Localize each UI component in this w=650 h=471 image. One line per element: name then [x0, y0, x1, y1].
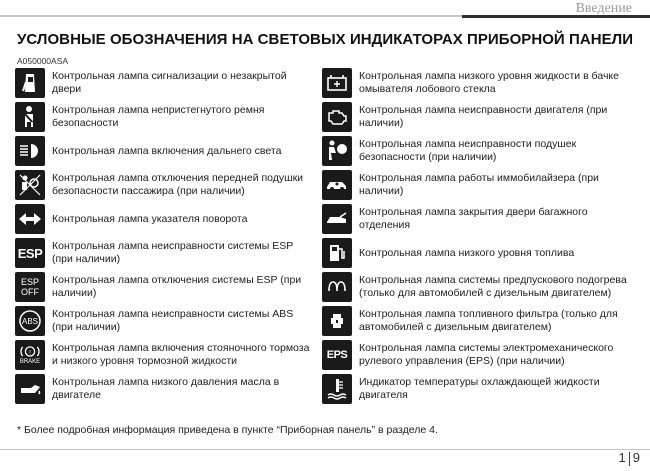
legend-text: Индикатор температуры охлаждающей жидкости двигателя	[359, 376, 600, 401]
legend-text: Контрольная лампа неисправности подушек безопасности (при наличии)	[359, 138, 577, 163]
footer-rule	[0, 449, 650, 450]
legend-text: Контрольная лампа работы иммобилайзера (при наличии)	[359, 172, 599, 197]
doc-code: A050000ASA	[17, 56, 69, 66]
seatbelt-icon	[15, 102, 45, 132]
legend-item	[15, 168, 315, 202]
legend-text: Контрольная лампа неисправности двигателя (при наличии)	[359, 104, 608, 129]
immobilizer-icon	[322, 170, 352, 200]
engine-check-icon	[322, 102, 352, 132]
legend-text: Контрольная лампа указателя поворота	[52, 212, 248, 225]
legend-item	[322, 66, 640, 100]
washer-fluid-icon	[322, 68, 352, 98]
legend-item	[322, 372, 640, 406]
legend-item	[15, 100, 315, 134]
airbag-off-icon	[15, 170, 45, 200]
legend-text: Контрольная лампа включения стояночного тормоза и низкого уровня тормозной жидкости	[52, 342, 310, 367]
legend-text: Контрольная лампа низкого уровня топлива	[359, 246, 575, 259]
legend-item	[322, 270, 640, 304]
legend-item	[15, 134, 315, 168]
legend-text: Контрольная лампа неисправности системы ESP (при наличии)	[52, 240, 294, 265]
brake-icon-label: BRAKE	[19, 359, 41, 365]
legend-text: Контрольная лампа непристегнутого ремня безопасности	[52, 104, 265, 129]
legend-text: Контрольная лампа отключения передней подушки безопасности пассажира (при наличии)	[52, 172, 304, 197]
left-column	[15, 66, 315, 406]
eps-icon	[322, 340, 352, 370]
legend-item	[15, 236, 315, 270]
legend-item	[15, 66, 315, 100]
legend-item	[322, 134, 640, 168]
legend-text: Контрольная лампа низкого давления масла в двигателе	[52, 376, 280, 401]
legend-text: Контрольная лампа включения дальнего света	[52, 144, 282, 157]
oil-pressure-icon	[15, 374, 45, 404]
legend-item	[15, 270, 315, 304]
legend-item	[322, 168, 640, 202]
airbag-warning-icon	[322, 136, 352, 166]
legend-item	[322, 100, 640, 134]
legend-text: Контрольная лампа отключения системы ESP (при наличии)	[52, 274, 302, 299]
esp-off-icon	[15, 272, 45, 302]
eps-icon-label: EPS	[326, 349, 348, 361]
legend-text: Контрольная лампа сигнализации о незакрытой двери	[52, 70, 287, 95]
turn-signal-icon	[15, 204, 45, 234]
chapter-number: 1	[618, 450, 626, 465]
legend-text: Контрольная лампа системы предпускового подогрева (только для автомобилей с дизельным двигателем)	[359, 274, 627, 299]
legend-item	[322, 236, 640, 270]
legend-item	[15, 372, 315, 406]
esp-off-icon-label-2: OFF	[20, 287, 39, 297]
fuel-filter-icon	[322, 306, 352, 336]
legend-item	[15, 338, 315, 372]
esp-off-icon-label: ESP	[20, 277, 39, 287]
brake-icon	[15, 340, 45, 370]
glow-plug-icon	[322, 272, 352, 302]
legend-item	[15, 304, 315, 338]
page-number-separator	[629, 452, 630, 466]
high-beam-icon	[15, 136, 45, 166]
legend-item	[15, 202, 315, 236]
legend-text: Контрольная лампа низкого уровня жидкости в бачке омывателя лобового стекла	[359, 70, 619, 95]
page-index: 9	[632, 450, 640, 465]
esp-icon-label: ESP	[17, 245, 43, 261]
page-number	[619, 450, 640, 466]
coolant-temp-icon	[322, 374, 352, 404]
esp-icon	[15, 238, 45, 268]
svg-text:!: !	[29, 349, 31, 357]
abs-icon	[15, 306, 45, 336]
legend-text: Контрольная лампа неисправности системы ABS (при наличии)	[52, 308, 294, 333]
fuel-icon	[322, 238, 352, 268]
legend-text: Контрольная лампа системы электромеханического рулевого управления (EPS) (при наличии)	[359, 342, 614, 367]
footnote: * Более подробная информация приведена в пункте “Приборная панель” в разделе 4.	[17, 424, 438, 436]
right-column	[322, 66, 640, 406]
legend-text: Контрольная лампа закрытия двери багажного отделения	[359, 206, 588, 231]
abs-icon-label: ABS	[21, 316, 38, 326]
page-title: УСЛОВНЫЕ ОБОЗНАЧЕНИЯ НА СВЕТОВЫХ ИНДИКАТОРАХ ПРИБОРНОЙ ПАНЕЛИ	[17, 31, 634, 48]
legend-item	[322, 202, 640, 236]
trunk-open-icon	[322, 204, 352, 234]
door-ajar-icon	[15, 68, 45, 98]
legend-item	[322, 304, 640, 338]
section-title: Введение	[575, 1, 632, 16]
legend-text: Контрольная лампа топливного фильтра (только для автомобилей с дизельным двигателем)	[359, 308, 618, 333]
legend-item	[322, 338, 640, 372]
